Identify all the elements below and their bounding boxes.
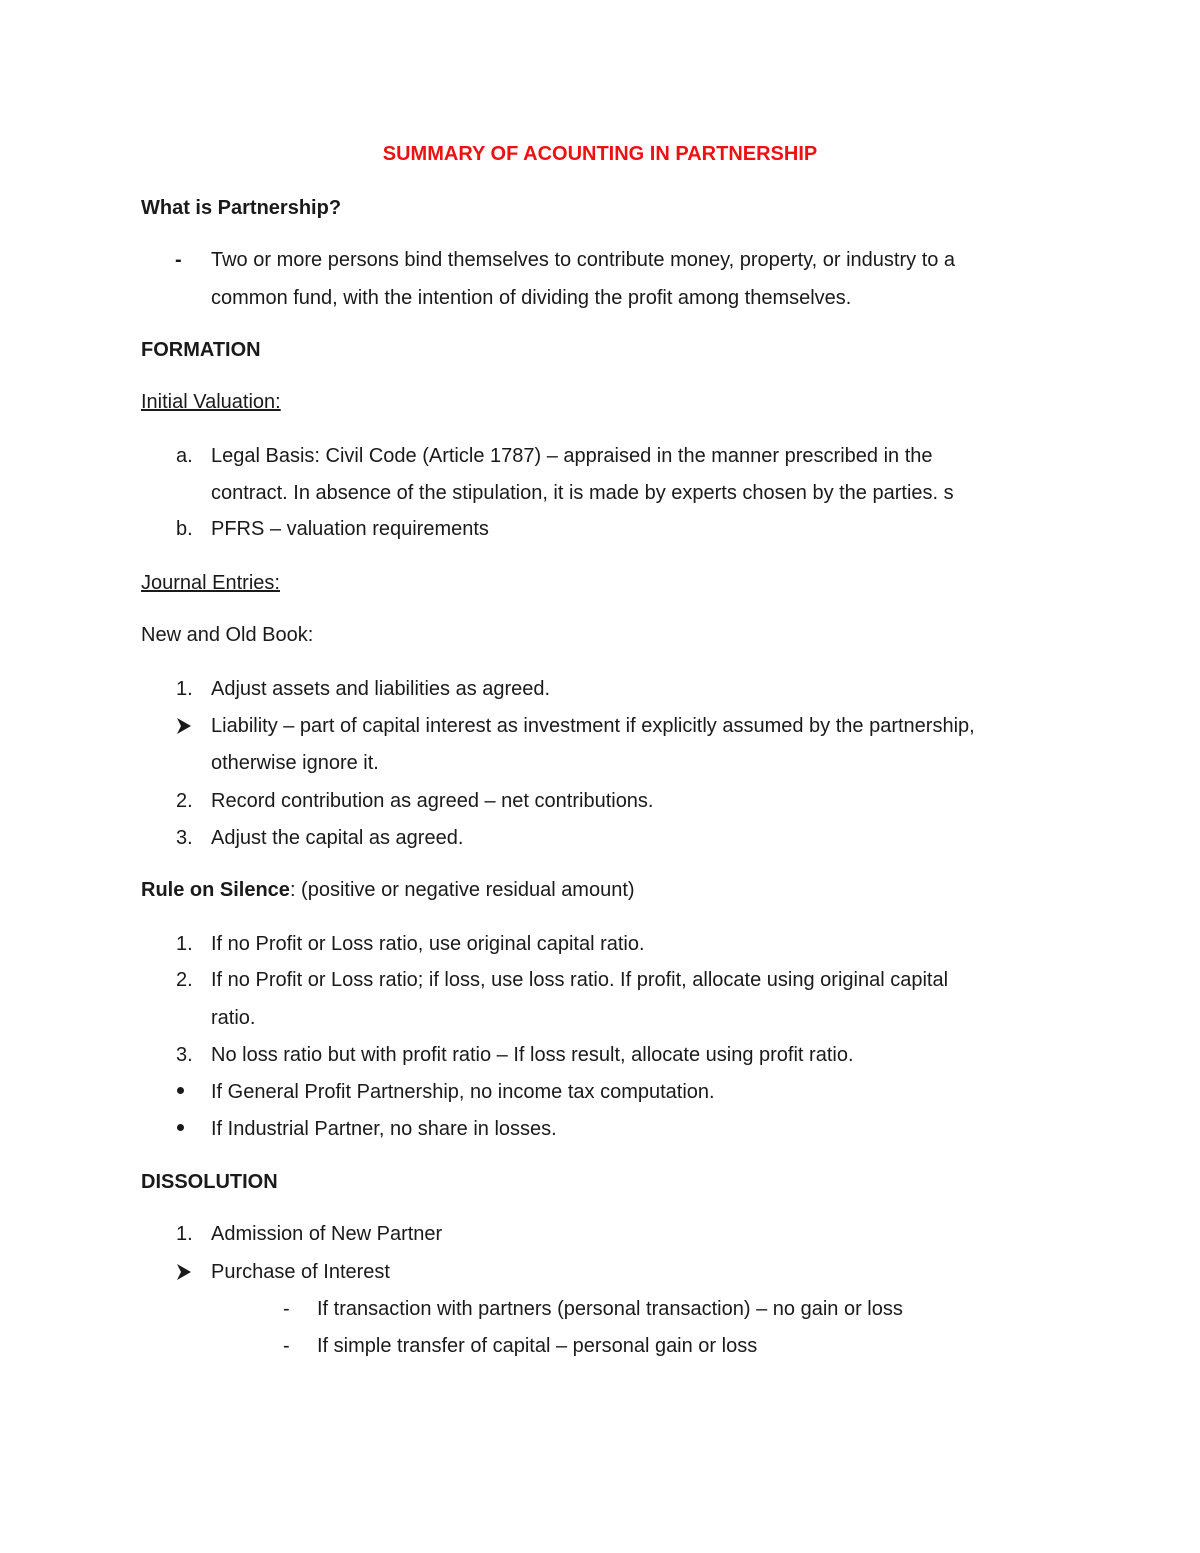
list-marker-2: 2. bbox=[176, 790, 193, 812]
journal-entries-heading: Journal Entries: bbox=[141, 572, 280, 594]
valuation-item-b: PFRS – valuation requirements bbox=[211, 518, 489, 540]
dash-marker: - bbox=[175, 249, 182, 271]
dash-marker: - bbox=[283, 1335, 290, 1357]
new-old-book-label: New and Old Book: bbox=[141, 624, 314, 646]
silence-item-1: If no Profit or Loss ratio, use original capital ratio. bbox=[211, 933, 645, 955]
rule-on-silence-label: Rule on Silence bbox=[141, 879, 290, 901]
silence-item-3: No loss ratio but with profit ratio – If loss result, allocate using profit ratio. bbox=[211, 1044, 854, 1066]
definition-line-2: common fund, with the intention of dividing the profit among themselves. bbox=[211, 287, 852, 309]
arrow-right-icon bbox=[174, 1260, 194, 1284]
bullet-icon bbox=[177, 1087, 184, 1094]
list-marker-a: a. bbox=[176, 445, 193, 467]
journal-item-2: Record contribution as agreed – net contributions. bbox=[211, 790, 654, 812]
rule-on-silence-note: : (positive or negative residual amount) bbox=[289, 879, 635, 901]
list-marker-1: 1. bbox=[176, 678, 193, 700]
journal-item-1: Adjust assets and liabilities as agreed. bbox=[211, 678, 551, 700]
arrow-right-icon bbox=[174, 714, 194, 738]
bullet-icon bbox=[177, 1124, 184, 1131]
what-is-heading: What is Partnership? bbox=[141, 197, 342, 219]
liability-line-2: otherwise ignore it. bbox=[211, 752, 379, 774]
rule-on-silence-heading bbox=[141, 878, 635, 902]
dissolution-sub-2: If simple transfer of capital – personal gain or loss bbox=[317, 1335, 758, 1357]
initial-valuation-heading: Initial Valuation: bbox=[141, 391, 281, 413]
dissolution-sub-1: If transaction with partners (personal transaction) – no gain or loss bbox=[317, 1298, 903, 1320]
valuation-item-a-line-1: Legal Basis: Civil Code (Article 1787) – appraised in the manner prescribed in the bbox=[211, 445, 933, 467]
silence-bullet-2: If Industrial Partner, no share in losses. bbox=[211, 1118, 557, 1140]
silence-item-2-line-1: If no Profit or Loss ratio; if loss, use loss ratio. If profit, allocate using original capital bbox=[211, 969, 949, 991]
list-marker-b: b. bbox=[176, 518, 193, 540]
definition-line-1: Two or more persons bind themselves to contribute money, property, or industry to a bbox=[211, 249, 956, 271]
valuation-item-a-line-2: contract. In absence of the stipulation, it is made by experts chosen by the parties. s bbox=[211, 482, 954, 504]
list-marker-1: 1. bbox=[176, 1223, 193, 1245]
list-marker-1: 1. bbox=[176, 933, 193, 955]
purchase-of-interest: Purchase of Interest bbox=[211, 1261, 390, 1283]
list-marker-3: 3. bbox=[176, 827, 193, 849]
list-marker-3: 3. bbox=[176, 1044, 193, 1066]
liability-line-1: Liability – part of capital interest as investment if explicitly assumed by the partnership, bbox=[211, 715, 975, 737]
list-marker-2: 2. bbox=[176, 969, 193, 991]
document-title: SUMMARY OF ACOUNTING IN PARTNERSHIP bbox=[382, 143, 818, 165]
dissolution-heading: DISSOLUTION bbox=[141, 1171, 278, 1193]
silence-item-2-line-2: ratio. bbox=[211, 1007, 256, 1029]
dash-marker: - bbox=[283, 1298, 290, 1320]
silence-bullet-1: If General Profit Partnership, no income tax computation. bbox=[211, 1081, 715, 1103]
formation-heading: FORMATION bbox=[141, 339, 261, 361]
dissolution-item-1: Admission of New Partner bbox=[211, 1223, 443, 1245]
journal-item-3: Adjust the capital as agreed. bbox=[211, 827, 464, 849]
